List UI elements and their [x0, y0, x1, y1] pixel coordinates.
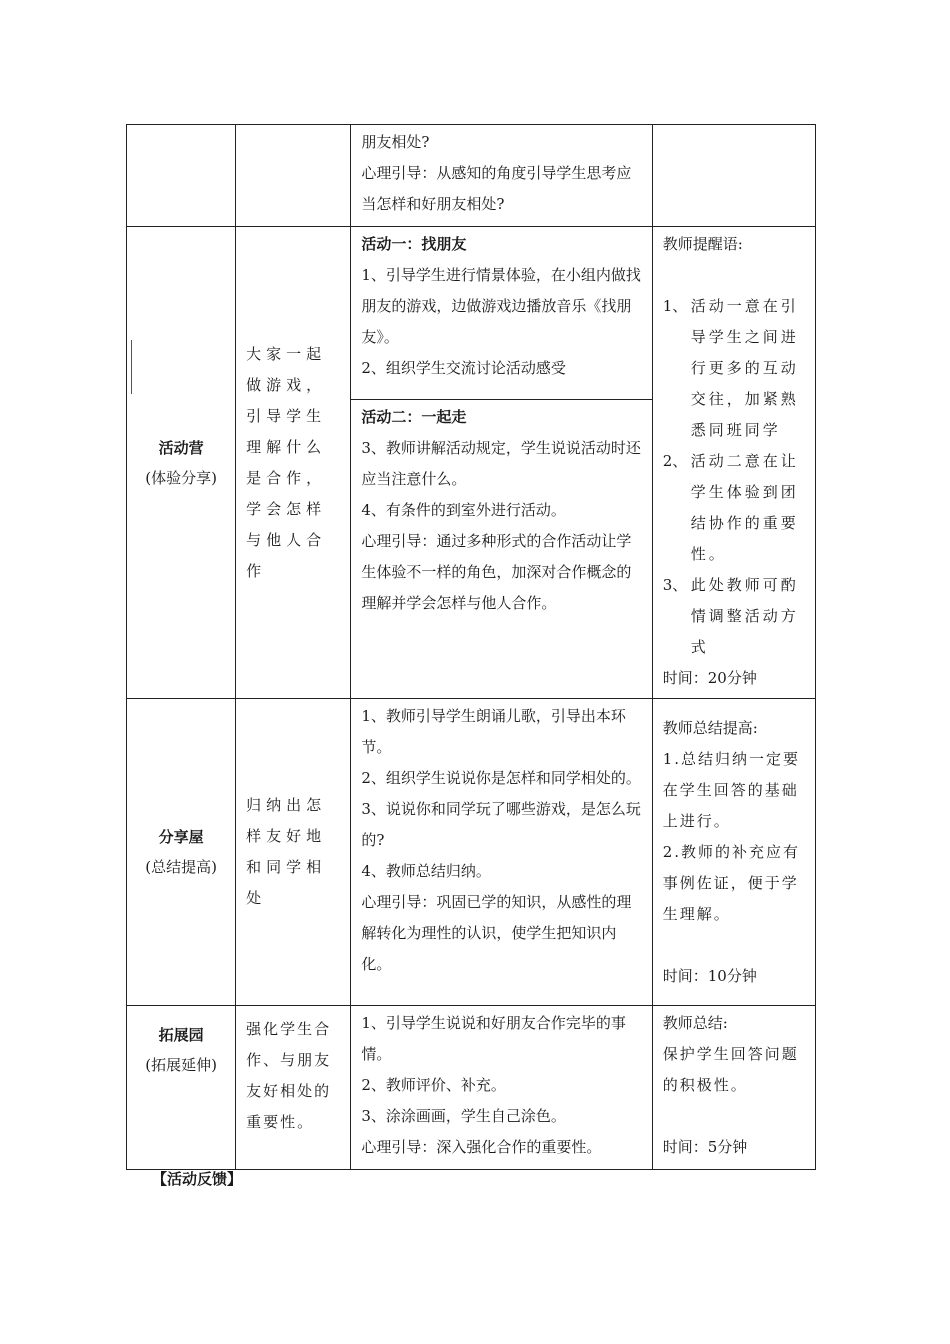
- note-item: [663, 570, 805, 663]
- note-title: 教师提醒语:: [662, 235, 743, 253]
- note-item-text: 活动二意在让学生体验到团结协作的重要性。: [690, 452, 799, 563]
- activity-title: 活动二：一起走: [361, 408, 467, 426]
- note-title: 教师总结:: [662, 1014, 728, 1032]
- stage-cell: [127, 1006, 236, 1170]
- content-cell: [351, 699, 652, 1006]
- note-line: 1.总结归纳一定要在学生回答的基础上进行。: [662, 750, 801, 830]
- stage-name: 活动营: [158, 438, 204, 457]
- content-line: 朋友相处?: [361, 133, 430, 151]
- note-time: 时间：10分钟: [662, 967, 757, 985]
- content-line: 1、引导学生说说和好朋友合作完毕的事情。: [361, 1014, 626, 1063]
- note-spacer: [663, 930, 805, 961]
- note-cell: [652, 699, 815, 1006]
- stage-name: 拓展园: [158, 1026, 204, 1044]
- stage-subtitle: (总结提高): [145, 858, 217, 876]
- note-line: 保护学生回答问题的积极性。: [662, 1045, 799, 1094]
- note-title: 教师总结提高:: [662, 719, 758, 737]
- note-spacer: [663, 260, 805, 291]
- content-line: 4、教师总结归纳。: [361, 862, 491, 880]
- table-row: [127, 699, 816, 1006]
- goal-cell: 归纳出怎样友好地和同学相处: [236, 699, 351, 1006]
- note-item: [663, 291, 805, 446]
- stage-cell: [127, 125, 236, 227]
- content-line: 2、组织学生说说你是怎样和同学相处的。: [361, 769, 641, 787]
- note-cell: [652, 1006, 815, 1170]
- table-row: [127, 1006, 816, 1170]
- goal-cell: 强化学生合作、与朋友友好相处的重要性。: [236, 1006, 351, 1170]
- table-row: [127, 125, 816, 227]
- note-line: 2.教师的补充应有事例佐证，便于学生理解。: [662, 843, 801, 923]
- note-item: [663, 446, 805, 570]
- content-line: 2、组织学生交流讨论活动感受: [361, 359, 566, 377]
- content-line: 心理引导：从感知的角度引导学生思考应当怎样和好朋友相处?: [361, 164, 632, 213]
- stage-subtitle: (体验分享): [145, 468, 217, 487]
- stage-subtitle: (拓展延伸): [145, 1056, 217, 1074]
- content-line: 3、涂涂画画，学生自己涂色。: [361, 1107, 566, 1125]
- section-heading-feedback: 【活动反馈】: [152, 1170, 243, 1188]
- note-item-number: 2、: [662, 452, 688, 470]
- activity-one: [351, 227, 651, 399]
- note-item-text: 此处教师可酌情调整活动方式: [690, 576, 799, 656]
- content-line: 心理引导：巩固已学的知识，从感性的理解转化为理性的认识，使学生把知识内化。: [361, 893, 632, 973]
- lesson-plan-table: [126, 124, 816, 1170]
- goal-cell: 大家一起做游戏，引导学生理解什么是合作，学会怎样与他人合作: [236, 227, 351, 699]
- note-time: 时间：5分钟: [662, 1138, 748, 1156]
- content-line: 1、教师引导学生朗诵儿歌，引导出本环节。: [361, 707, 626, 756]
- table-row: [127, 227, 816, 699]
- note-time: 时间：20分钟: [662, 669, 757, 687]
- note-item-number: 1、: [662, 297, 688, 315]
- content-line: 2、教师评价、补充。: [361, 1076, 506, 1094]
- note-item-number: 3、: [662, 576, 688, 594]
- activity-title: 活动一：找朋友: [361, 235, 467, 253]
- goal-cell: [236, 125, 351, 227]
- content-line: 心理引导：通过多种形式的合作活动让学生体验不一样的角色，加深对合作概念的理解并学会怎样与他人合作。: [361, 532, 632, 612]
- content-cell: [351, 125, 652, 227]
- stage-name: 分享屋: [158, 828, 204, 846]
- content-line: 1、引导学生进行情景体验，在小组内做找朋友的游戏，边做游戏边播放音乐《找朋友》。: [361, 266, 641, 346]
- note-cell: [652, 227, 815, 699]
- content-line: 3、说说你和同学玩了哪些游戏，是怎么玩的?: [361, 800, 641, 849]
- content-line: 4、有条件的到室外进行活动。: [361, 501, 566, 519]
- content-line: 心理引导：深入强化合作的重要性。: [361, 1138, 602, 1156]
- stage-cell: [127, 227, 236, 699]
- note-spacer: [663, 1101, 805, 1132]
- note-cell: [652, 125, 815, 227]
- content-line: 3、教师讲解活动规定，学生说说活动时还应当注意什么。: [361, 439, 641, 488]
- stage-cell: [127, 699, 236, 1006]
- content-cell: [351, 227, 652, 699]
- note-item-text: 活动一意在引导学生之间进行更多的互动交往，加紧熟悉同班同学: [690, 297, 799, 439]
- activity-two: [351, 399, 651, 625]
- content-cell: [351, 1006, 652, 1170]
